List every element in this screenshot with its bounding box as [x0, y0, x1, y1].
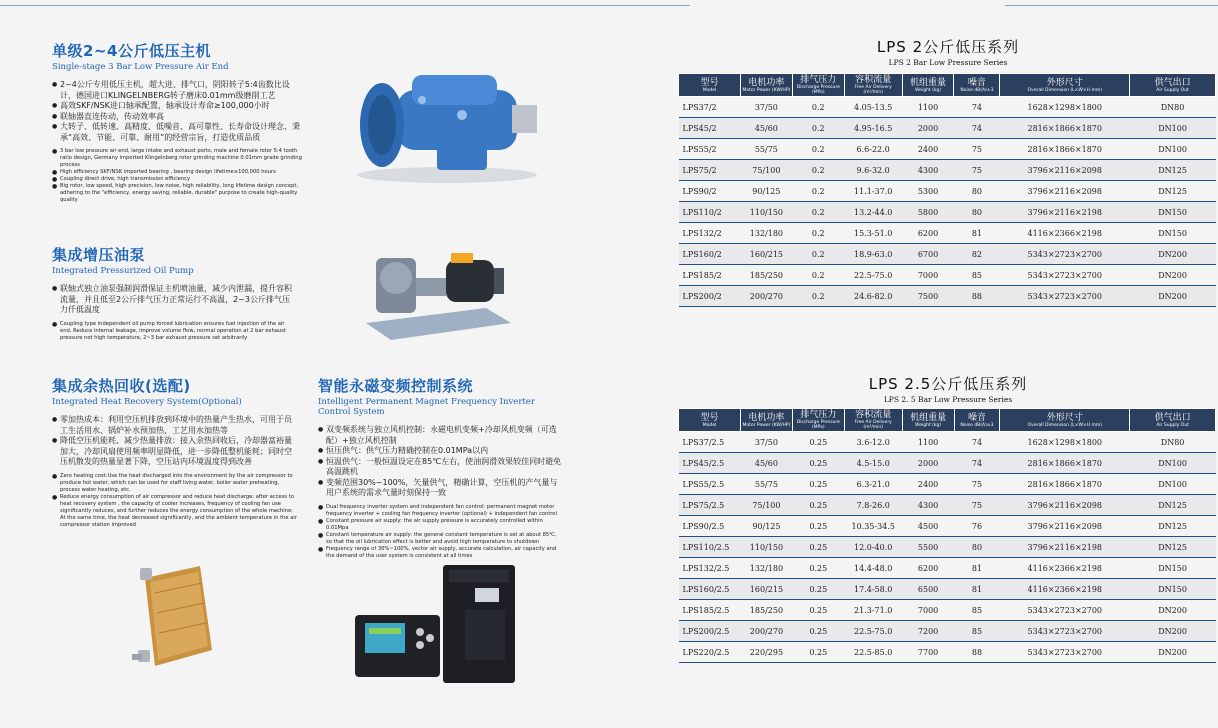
table-cell: 4.05-13.5 — [844, 97, 902, 118]
section-inverter-control — [318, 375, 563, 560]
table-cell: 5343×2723×2700 — [1000, 600, 1130, 621]
bullet-item: ● 变频范围30%~100%，矢量供气，精确计算，空压机的产气量与用户系统的需求气量时刻保持一致 — [318, 478, 563, 499]
table-cell: 7500 — [902, 286, 954, 307]
table-cell: 7700 — [902, 642, 954, 663]
bullet-item: ● Constant pressure air supply: the air supply pressure is accurately controlled within 0.01Mpa — [318, 518, 563, 532]
column-header-cn: 供气出口 — [1154, 412, 1191, 423]
section-title-cn: 集成增压油泵 — [52, 246, 146, 264]
table-cell: 24.6-82.0 — [844, 286, 902, 307]
bullets-cn — [52, 284, 297, 316]
bullet-item: ● Frequency range of 30%~100%, vector air supply, accurate calculation, air capacity and the demand of the user system is consistent at all times — [318, 546, 563, 560]
bullet-item: ● Coupling direct drive, high transmission efficiency — [52, 176, 302, 183]
table-cell: 0.2 — [792, 202, 844, 223]
table-row — [679, 432, 1216, 453]
table-cell: 3796×2116×2198 — [1000, 202, 1130, 223]
table-cell: 2816×1866×1870 — [1000, 474, 1130, 495]
table-cell: 6500 — [902, 579, 954, 600]
table-row — [679, 286, 1216, 307]
table-cell: 0.25 — [792, 474, 844, 495]
table-cell: LPS185/2.5 — [679, 600, 741, 621]
column-header-cn: 排气压力 — [800, 410, 837, 420]
column-header — [844, 409, 902, 432]
table1-heading — [678, 36, 1218, 67]
table-cell: DN200 — [1130, 265, 1216, 286]
table-cell: DN200 — [1130, 642, 1216, 663]
top-border-left — [0, 0, 690, 6]
table-cell: 132/180 — [740, 558, 792, 579]
table-cell: 82 — [954, 244, 1000, 265]
table-cell: 200/270 — [740, 286, 792, 307]
table-row — [679, 495, 1216, 516]
column-header — [1000, 409, 1130, 432]
table-cell: 5343×2723×2700 — [1000, 265, 1130, 286]
table-cell: 3796×2116×2098 — [1000, 516, 1130, 537]
table-cell: DN200 — [1130, 621, 1216, 642]
header-row — [679, 409, 1216, 432]
air-end-image — [342, 40, 547, 190]
table-row — [679, 202, 1216, 223]
table-cell: 4116×2366×2198 — [1000, 223, 1130, 244]
column-header — [792, 74, 844, 97]
bullet-item: ● Coupling type independent oil pump forced lubrication ensures fuel injection of the air end, Reduce internal leakage, improve volume flow, normal operation at 2 bar exhaust pressure not high temperature, 2~3 bar exhaust pressure set arbitrarily — [52, 321, 297, 342]
table-cell: 0.25 — [792, 537, 844, 558]
table-cell: 22.5-75.0 — [844, 265, 902, 286]
table1-title: LPS 2公斤低压系列 — [876, 38, 1020, 56]
table-cell: 6700 — [902, 244, 954, 265]
table-cell: LPS185/2 — [679, 265, 741, 286]
table-cell: 6.6-22.0 — [844, 139, 902, 160]
table-cell: LPS75/2 — [679, 160, 741, 181]
bullet-item: ● 双变频系统与独立风机控制：永磁电机变频+冷却风机变频（可选配）+独立风机控制 — [318, 425, 563, 446]
table-cell: 2816×1866×1870 — [1000, 453, 1130, 474]
table-cell: LPS160/2 — [679, 244, 741, 265]
column-header-en: Noise dB(A)±3 — [960, 422, 994, 428]
column-header — [954, 409, 1000, 432]
table-cell: 0.2 — [792, 286, 844, 307]
table-cell: 6.3-21.0 — [844, 474, 902, 495]
table-cell: 75/100 — [740, 495, 792, 516]
bullet-item: ● 恒温供气：一般恒温设定在85℃左右，使油润滑效果较佳同时避免高温跳机 — [318, 457, 563, 478]
table-cell: 2000 — [902, 453, 954, 474]
table-cell: LPS160/2.5 — [679, 579, 741, 600]
table-cell: 88 — [954, 286, 1000, 307]
column-header-cn: 外形尺寸 — [1046, 412, 1083, 423]
table-cell: DN125 — [1130, 160, 1216, 181]
table-cell: 3796×2116×2098 — [1000, 495, 1130, 516]
table-cell: 0.2 — [792, 139, 844, 160]
table-cell: 0.25 — [792, 579, 844, 600]
table-cell: 0.2 — [792, 223, 844, 244]
table-cell: 74 — [954, 97, 1000, 118]
table-cell: 3796×2116×2198 — [1000, 537, 1130, 558]
table-cell: 0.2 — [792, 160, 844, 181]
bullets-cn — [52, 80, 302, 143]
controller-inverter-image — [355, 560, 530, 688]
table-cell: LPS200/2 — [679, 286, 741, 307]
table-cell: 2400 — [902, 474, 954, 495]
top-border-right — [1005, 0, 1218, 6]
column-header-cn: 电机功率 — [748, 77, 785, 88]
table-cell: 132/180 — [740, 223, 792, 244]
bullets-en — [318, 504, 563, 560]
column-header — [740, 409, 792, 432]
bullet-item: ● 2~4公斤专用低压主机，超大进、排气口，阴阳转子5:4齿数比设计，德国进口KLINGELNBERG转子磨床0.01mm级磨削工艺 — [52, 80, 302, 101]
table-cell: DN80 — [1130, 432, 1216, 453]
column-header-cn: 型号 — [700, 412, 719, 423]
table-cell: 7.8-26.0 — [844, 495, 902, 516]
table-cell: 5343×2723×2700 — [1000, 244, 1130, 265]
table-cell: 4500 — [902, 516, 954, 537]
table-cell: 5300 — [902, 181, 954, 202]
bullets-cn — [318, 425, 563, 499]
column-header — [792, 409, 844, 432]
table-cell: 5343×2723×2700 — [1000, 642, 1130, 663]
table-cell: LPS55/2 — [679, 139, 741, 160]
table-cell: 74 — [954, 118, 1000, 139]
column-header — [679, 409, 741, 432]
table-cell: 4300 — [902, 495, 954, 516]
column-header-en: Motor Power (KW/HP) — [742, 87, 791, 93]
table-cell: DN200 — [1130, 600, 1216, 621]
section-oil-pump — [52, 244, 297, 342]
table-cell: 18.9-63.0 — [844, 244, 902, 265]
table-cell: 5343×2723×2700 — [1000, 621, 1130, 642]
column-header — [1130, 409, 1216, 432]
table-cell: 45/60 — [740, 118, 792, 139]
table-cell: 1100 — [902, 432, 954, 453]
bullet-item: ● Zero heating cost:Use the heat discharged into the environment by the air compressor to produce hot water, which can be used for staff living water, boiler water preheating, process water heating, etc. — [52, 473, 297, 494]
table-cell: 45/60 — [740, 453, 792, 474]
table-row — [679, 118, 1216, 139]
table-cell: 75 — [954, 495, 1000, 516]
bullet-item: ● 3 bar low pressure air end, large intake and exhaust ports, male and female rotor 5:4 tooth ratio design, Germany imported Klingelnberg rotor grinding machine 0.01mm grade grinding process — [52, 148, 302, 169]
table-cell: 0.2 — [792, 181, 844, 202]
table-cell: 4116×2366×2198 — [1000, 579, 1130, 600]
table-cell: 80 — [954, 537, 1000, 558]
table-cell: 0.2 — [792, 118, 844, 139]
table-cell: 37/50 — [740, 432, 792, 453]
header-row — [679, 74, 1216, 97]
table-row — [679, 474, 1216, 495]
table-cell: LPS45/2 — [679, 118, 741, 139]
table-cell: LPS45/2.5 — [679, 453, 741, 474]
table-cell: DN200 — [1130, 286, 1216, 307]
table-cell: LPS55/2.5 — [679, 474, 741, 495]
section-title-en: Integrated Pressurized Oil Pump — [52, 266, 194, 276]
table-cell: 0.25 — [792, 642, 844, 663]
table-cell: 110/150 — [740, 537, 792, 558]
table-cell: 0.2 — [792, 244, 844, 265]
column-header-en: Weight (kg) — [915, 422, 942, 428]
table-cell: 22.5-75.0 — [844, 621, 902, 642]
column-header-cn: 排气压力 — [800, 75, 837, 85]
bullet-item: ● Reduce energy consumption of air compressor and reduce heat discharge: after access to heat recovery system , the capacity of cooler increases, frequency of cooling fan use significantly reduces, and further reduces the energy consumption of the whole machine; At the same time, the heat decreased significantly, and the ambient temperature in the air compressor station improved — [52, 494, 297, 529]
table-cell: 10.35-34.5 — [844, 516, 902, 537]
table-cell: 1628×1298×1800 — [1000, 432, 1130, 453]
table-cell: DN150 — [1130, 202, 1216, 223]
oil-pump-image — [356, 238, 516, 348]
column-header-en: Overall Dimension (L×W×H mm) — [1027, 422, 1102, 428]
section-air-end — [52, 40, 302, 204]
column-header-cn: 供气出口 — [1154, 77, 1191, 88]
table-row — [679, 160, 1216, 181]
table-cell: DN125 — [1130, 537, 1216, 558]
column-header — [954, 74, 1000, 97]
table-cell: 3796×2116×2098 — [1000, 181, 1130, 202]
table-cell: 9.6-32.0 — [844, 160, 902, 181]
column-header — [740, 74, 792, 97]
column-header-cn: 机组重量 — [910, 412, 947, 423]
table-cell: 220/295 — [740, 642, 792, 663]
table-cell: 55/75 — [740, 139, 792, 160]
column-header-en: Model — [702, 87, 717, 93]
column-header — [1130, 74, 1216, 97]
table-cell: 74 — [954, 432, 1000, 453]
table-cell: LPS37/2.5 — [679, 432, 741, 453]
table-cell: DN100 — [1130, 453, 1216, 474]
table-cell: DN100 — [1130, 139, 1216, 160]
column-header-cn: 型号 — [700, 77, 719, 88]
table-cell: 0.25 — [792, 621, 844, 642]
table-cell: 80 — [954, 202, 1000, 223]
table-cell: 4.95-16.5 — [844, 118, 902, 139]
table-cell: LPS110/2 — [679, 202, 741, 223]
column-header-en: Air Supply Out — [1156, 422, 1189, 428]
table-cell: 0.25 — [792, 432, 844, 453]
table-cell: 185/250 — [740, 265, 792, 286]
table-cell: 2816×1866×1870 — [1000, 118, 1130, 139]
table-cell: DN150 — [1130, 223, 1216, 244]
column-header-en: Discharge Pressure (MPa) — [796, 85, 840, 95]
bullet-item: ● 联轴器直连传动，传动效率高 — [52, 112, 302, 123]
table-row — [679, 181, 1216, 202]
table-cell: 1100 — [902, 97, 954, 118]
table-cell: 0.2 — [792, 97, 844, 118]
table-cell: 11.1-37.0 — [844, 181, 902, 202]
column-header-en: Noise dB(A)±3 — [960, 87, 994, 93]
table-cell: 7200 — [902, 621, 954, 642]
table-cell: 6200 — [902, 223, 954, 244]
table-cell: LPS200/2.5 — [679, 621, 741, 642]
table-cell: 0.25 — [792, 453, 844, 474]
bullet-item: ● Constant temperature air supply: the general constant temperature is set at about 85℃, so that the oil lubrication effect is better and avoid high temperature to shutdown — [318, 532, 563, 546]
table-cell: LPS37/2 — [679, 97, 741, 118]
table-cell: 0.25 — [792, 558, 844, 579]
table-cell: 6200 — [902, 558, 954, 579]
bullets-en — [52, 473, 297, 529]
table2-subtitle: LPS 2. 5 Bar Low Pressure Series — [883, 395, 1013, 404]
table-cell: 0.25 — [792, 600, 844, 621]
table-row — [679, 265, 1216, 286]
table-cell: LPS75/2.5 — [679, 495, 741, 516]
column-header-cn: 电机功率 — [748, 412, 785, 423]
table-cell: 15.3-51.0 — [844, 223, 902, 244]
table-cell: 85 — [954, 621, 1000, 642]
column-header-cn: 机组重量 — [910, 77, 947, 88]
table-cell: 5500 — [902, 537, 954, 558]
table-cell: 81 — [954, 558, 1000, 579]
table-cell: 185/250 — [740, 600, 792, 621]
table-row — [679, 621, 1216, 642]
table2-spec-table — [678, 408, 1216, 663]
table-cell: DN80 — [1130, 97, 1216, 118]
section-title-en: Integrated Heat Recovery System(Optional) — [52, 397, 242, 407]
table-cell: LPS132/2 — [679, 223, 741, 244]
column-header-en: Motor Power (KW/HP) — [742, 422, 791, 428]
bullet-item: ● 高效SKF/NSK进口轴承配置，轴承设计寿命≥100,000小时 — [52, 101, 302, 112]
table-cell: 0.2 — [792, 265, 844, 286]
section-title-cn: 单级2~4公斤低压主机 — [52, 42, 211, 60]
table-cell: 3.6-12.0 — [844, 432, 902, 453]
table2-title: LPS 2.5公斤低压系列 — [868, 375, 1028, 393]
table-cell: 17.4-58.0 — [844, 579, 902, 600]
table-cell: 2400 — [902, 139, 954, 160]
table-cell: DN125 — [1130, 516, 1216, 537]
column-header-en: Weight (kg) — [914, 87, 942, 93]
table-cell: 80 — [954, 181, 1000, 202]
table-cell: DN200 — [1130, 244, 1216, 265]
table-cell: 13.2-44.0 — [844, 202, 902, 223]
table-row — [679, 97, 1216, 118]
table-cell: DN125 — [1130, 495, 1216, 516]
column-header — [1000, 74, 1130, 97]
table-cell: 12.0-40.0 — [844, 537, 902, 558]
table-row — [679, 537, 1216, 558]
table-cell: DN125 — [1130, 181, 1216, 202]
table-row — [679, 642, 1216, 663]
table-cell: LPS90/2.5 — [679, 516, 741, 537]
table-row — [679, 600, 1216, 621]
column-header-cn: 外形尺寸 — [1046, 77, 1083, 88]
column-header-en: Free Air Delivery (m³/min) — [854, 420, 892, 430]
table-cell: 85 — [954, 600, 1000, 621]
column-header — [902, 74, 954, 97]
column-header-en: Discharge Pressure (MPa) — [796, 420, 840, 430]
table-cell: 90/125 — [740, 181, 792, 202]
column-header-cn: 容积流量 — [855, 410, 892, 420]
table-cell: 22.5-85.0 — [844, 642, 902, 663]
column-header-en: Air Supply Out — [1156, 87, 1189, 93]
table-cell: 110/150 — [740, 202, 792, 223]
bullet-item: ● 恒压供气：供气压力精确控制在0.01MPa以内 — [318, 446, 563, 457]
bullets-en — [52, 321, 297, 342]
table-cell: 76 — [954, 516, 1000, 537]
table1-subtitle: LPS 2 Bar Low Pressure Series — [888, 58, 1008, 67]
section-title-en: Single-stage 3 Bar Low Pressure Air End — [52, 62, 229, 72]
table-cell: 200/270 — [740, 621, 792, 642]
table-cell: 74 — [954, 453, 1000, 474]
column-header-en: Free Air Delivery (m³/min) — [854, 85, 892, 95]
bullet-item: ● 大转子、低转速、高精度、低噪音、高可靠性、长寿命设计理念，秉承“高效、节能、可靠、耐用”的经营宗旨，打造优质品质 — [52, 122, 302, 143]
table-cell: 2000 — [902, 118, 954, 139]
table-cell: 75/100 — [740, 160, 792, 181]
section-title-en: Intelligent Permanent Magnet Frequency Inverter Control System — [318, 397, 535, 417]
bullet-item: ● 联轴式独立油泵强制润滑保证主机喷油量，减少内泄漏，提升容积流量，并且低至2公斤排气压力正常运行不高温，2~3公斤排气压力仟低温度 — [52, 284, 297, 316]
table-cell: 14.4-48.0 — [844, 558, 902, 579]
table-cell: LPS90/2 — [679, 181, 741, 202]
table-cell: 160/215 — [740, 244, 792, 265]
bullets-en — [52, 148, 302, 204]
table-cell: 81 — [954, 223, 1000, 244]
table2-heading — [678, 373, 1218, 404]
table-cell: 3796×2116×2098 — [1000, 160, 1130, 181]
column-header — [902, 409, 954, 432]
table-cell: DN100 — [1130, 474, 1216, 495]
table-cell: 5800 — [902, 202, 954, 223]
bullet-item: ● Dual frequency inverter system and independent fan control: permanent magnet motor frequency inverter + cooling fan frequency inverter (optional) + independent fan control — [318, 504, 563, 518]
section-title-cn: 智能永磁变频控制系统 — [318, 377, 474, 395]
table-cell: 21.3-71.0 — [844, 600, 902, 621]
column-header-en: Model — [702, 422, 717, 428]
table-row — [679, 453, 1216, 474]
table-cell: DN150 — [1130, 579, 1216, 600]
table-cell: 75 — [954, 139, 1000, 160]
table-cell: 2816×1866×1870 — [1000, 139, 1130, 160]
table-cell: DN100 — [1130, 118, 1216, 139]
table-cell: 37/50 — [740, 97, 792, 118]
table1-spec-table — [678, 73, 1216, 307]
table-row — [679, 516, 1216, 537]
table-row — [679, 244, 1216, 265]
column-header-cn: 噪音 — [967, 77, 986, 88]
table-cell: 4.5-15.0 — [844, 453, 902, 474]
table-cell: 75 — [954, 474, 1000, 495]
table-cell: 90/125 — [740, 516, 792, 537]
bullet-item: ● High efficiency SKF/NSK imported bearing , bearing design lifetime≥100,000 hours — [52, 169, 302, 176]
column-header — [844, 74, 902, 97]
table-cell: 7000 — [902, 265, 954, 286]
table-row — [679, 558, 1216, 579]
section-heat-recovery — [52, 375, 297, 529]
column-header — [679, 74, 741, 97]
heat-exchanger-image — [130, 558, 225, 678]
table-cell: 55/75 — [740, 474, 792, 495]
table-cell: LPS220/2.5 — [679, 642, 741, 663]
table-cell: 85 — [954, 265, 1000, 286]
table-cell: LPS110/2.5 — [679, 537, 741, 558]
table-cell: 5343×2723×2700 — [1000, 286, 1130, 307]
bullet-item: ● 零加热成本：利用空压机排放到环境中的热量产生热水，可用于员工生活用水、锅炉补水预加热、工艺用水加热等 — [52, 415, 297, 436]
table-cell: 0.25 — [792, 495, 844, 516]
table-row — [679, 139, 1216, 160]
table-cell: 0.25 — [792, 516, 844, 537]
table-cell: 75 — [954, 160, 1000, 181]
section-title-cn: 集成余热回收(选配) — [52, 377, 191, 395]
column-header-cn: 容积流量 — [855, 75, 892, 85]
table-cell: 160/215 — [740, 579, 792, 600]
table-cell: 81 — [954, 579, 1000, 600]
table-cell: LPS132/2.5 — [679, 558, 741, 579]
column-header-cn: 噪音 — [967, 412, 986, 423]
table-cell: 88 — [954, 642, 1000, 663]
bullet-item: ● 降低空压机能耗、减少热量排放：接入余热回收后，冷却器富裕量加大，冷却风扇使用频率明显降低，进一步降低整机能耗；同时空压机散发的热量显著下降，空压站内环境温度得到改善 — [52, 436, 297, 468]
table-cell: 1628×1298×1800 — [1000, 97, 1130, 118]
table-cell: 4116×2366×2198 — [1000, 558, 1130, 579]
bullet-item: ● Big rotor, low speed, high precision, low noise, high reliability, long lifetime design concept, adhering to the "efficiency, energy saving, reliable, durable" purpose to create high-quality quality — [52, 183, 302, 204]
bullets-cn — [52, 415, 297, 468]
table-cell: DN150 — [1130, 558, 1216, 579]
column-header-en: Overall Dimension (L×W×H mm) — [1027, 87, 1102, 93]
table-row — [679, 579, 1216, 600]
table-cell: 4300 — [902, 160, 954, 181]
table-cell: 7000 — [902, 600, 954, 621]
table-row — [679, 223, 1216, 244]
